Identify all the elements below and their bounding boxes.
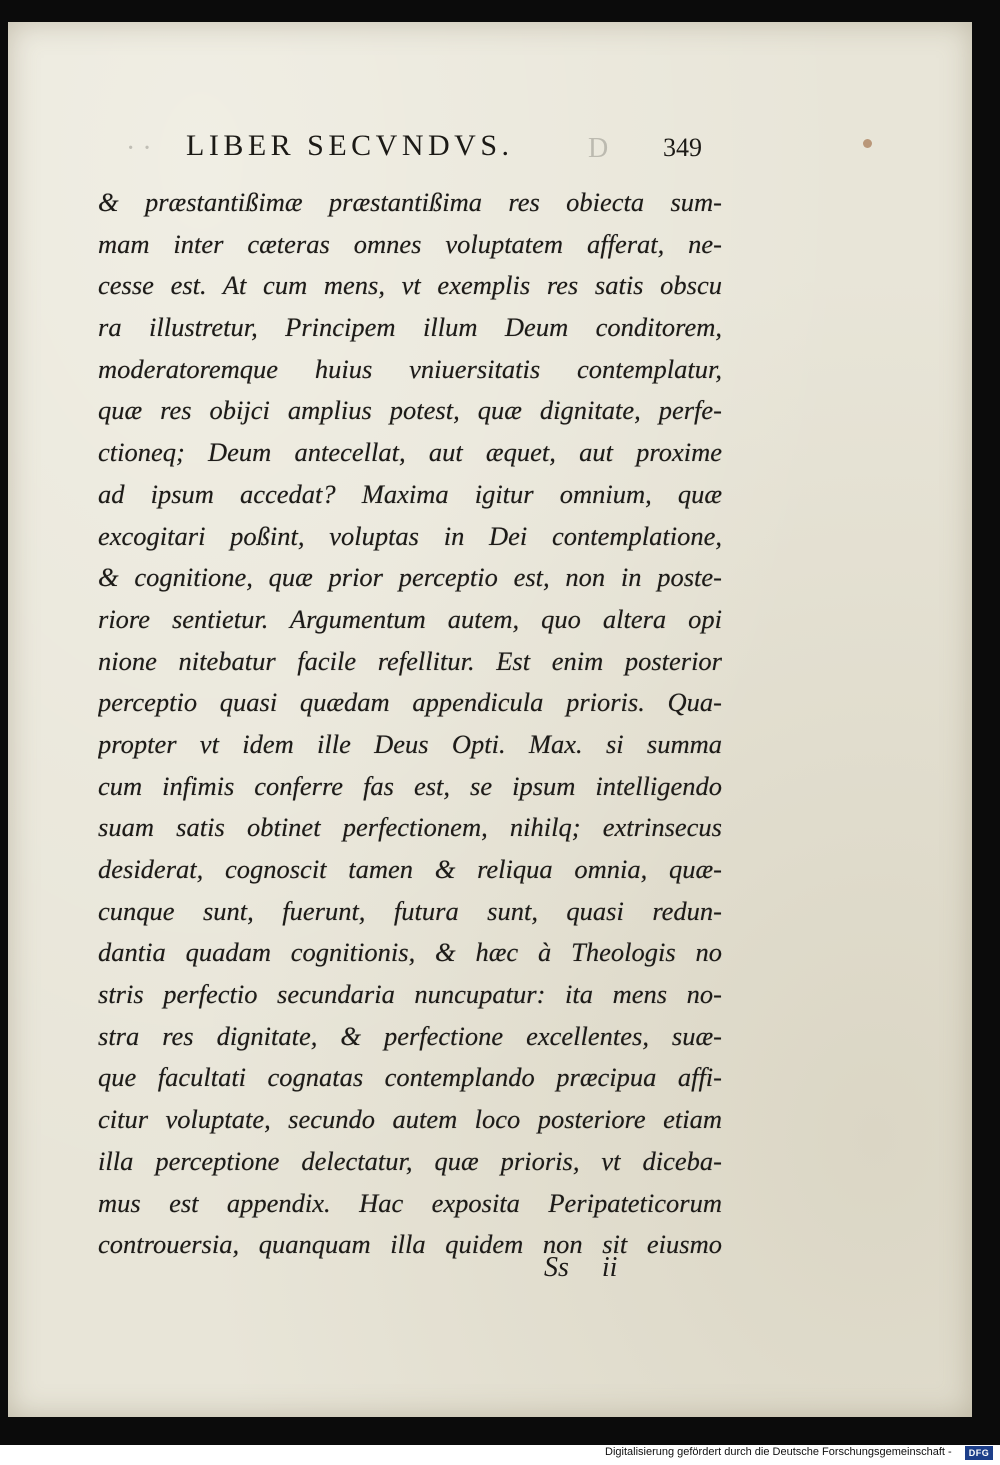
text-line: mam inter cæteras omnes voluptatem afferat, ne- (98, 228, 722, 259)
text-line: & cognitione, quæ prior perceptio est, non in poste- (98, 562, 722, 593)
text-line: nione nitebatur facile refellitur. Est enim posterior (98, 645, 722, 676)
running-head-title: LIBER SECVNDVS. (186, 129, 514, 162)
text-line: cunque sunt, fuerunt, futura sunt, quasi redun- (98, 895, 722, 926)
text-line: stris perfectio secundaria nuncupatur: ita mens no- (98, 979, 722, 1010)
text-line: riore sentietur. Argumentum autem, quo altera opi (98, 603, 722, 634)
book-page (8, 22, 972, 1417)
text-line: excogitari poßint, voluptas in Dei contemplatione, (98, 520, 722, 551)
text-line: perceptio quasi quædam appendicula prioris. Qua- (98, 687, 722, 718)
page-number: 349 (663, 133, 702, 162)
body-text (98, 182, 722, 1266)
text-line: illa perceptione delectatur, quæ prioris, vt diceba- (98, 1145, 722, 1176)
text-line: quæ res obijci amplius potest, quæ dignitate, perfe- (98, 395, 722, 426)
text-line: ra illustretur, Principem illum Deum conditorem, (98, 312, 722, 343)
signature-mark: Ss ii (544, 1252, 618, 1283)
digitization-credit: Digitalisierung gefördert durch die Deutsche Forschungsgemeinschaft - (605, 1446, 952, 1458)
show-through-mark: D (588, 133, 609, 164)
text-line: dantia quadam cognitionis, & hæc à Theologis no (98, 937, 722, 968)
text-line: propter vt idem ille Deus Opti. Max. si summa (98, 728, 722, 759)
text-line: moderatoremque huius vniuersitatis contemplatur, (98, 353, 722, 384)
dfg-logo: DFG (965, 1446, 993, 1460)
text-line: & præstantißimæ præstantißima res obiecta sum- (98, 187, 722, 217)
text-line: citur voluptate, secundo autem loco posteriore etiam (98, 1104, 722, 1135)
text-line: que facultati cognatas contemplando præcipua affi- (98, 1062, 722, 1093)
text-line: ctioneq; Deum antecellat, aut æquet, aut proxime (98, 437, 722, 468)
text-line: cum infimis conferre fas est, se ipsum intelligendo (98, 770, 722, 801)
text-line: ad ipsum accedat? Maxima igitur omnium, quæ (98, 478, 722, 509)
text-line: mus est appendix. Hac exposita Peripateticorum (98, 1187, 722, 1218)
text-line: stra res dignitate, & perfectione excellentes, suæ- (98, 1020, 722, 1051)
show-through-mark: · · (126, 133, 152, 164)
text-line: cesse est. At cum mens, vt exemplis res satis obscu (98, 270, 722, 301)
running-head (8, 127, 972, 167)
text-line: desiderat, cognoscit tamen & reliqua omnia, quæ- (98, 854, 722, 884)
text-line: controuersia, quanquam illa quidem non sit eiusmo (98, 1229, 722, 1260)
text-line: suam satis obtinet perfectionem, nihilq; extrinsecus (98, 812, 722, 843)
